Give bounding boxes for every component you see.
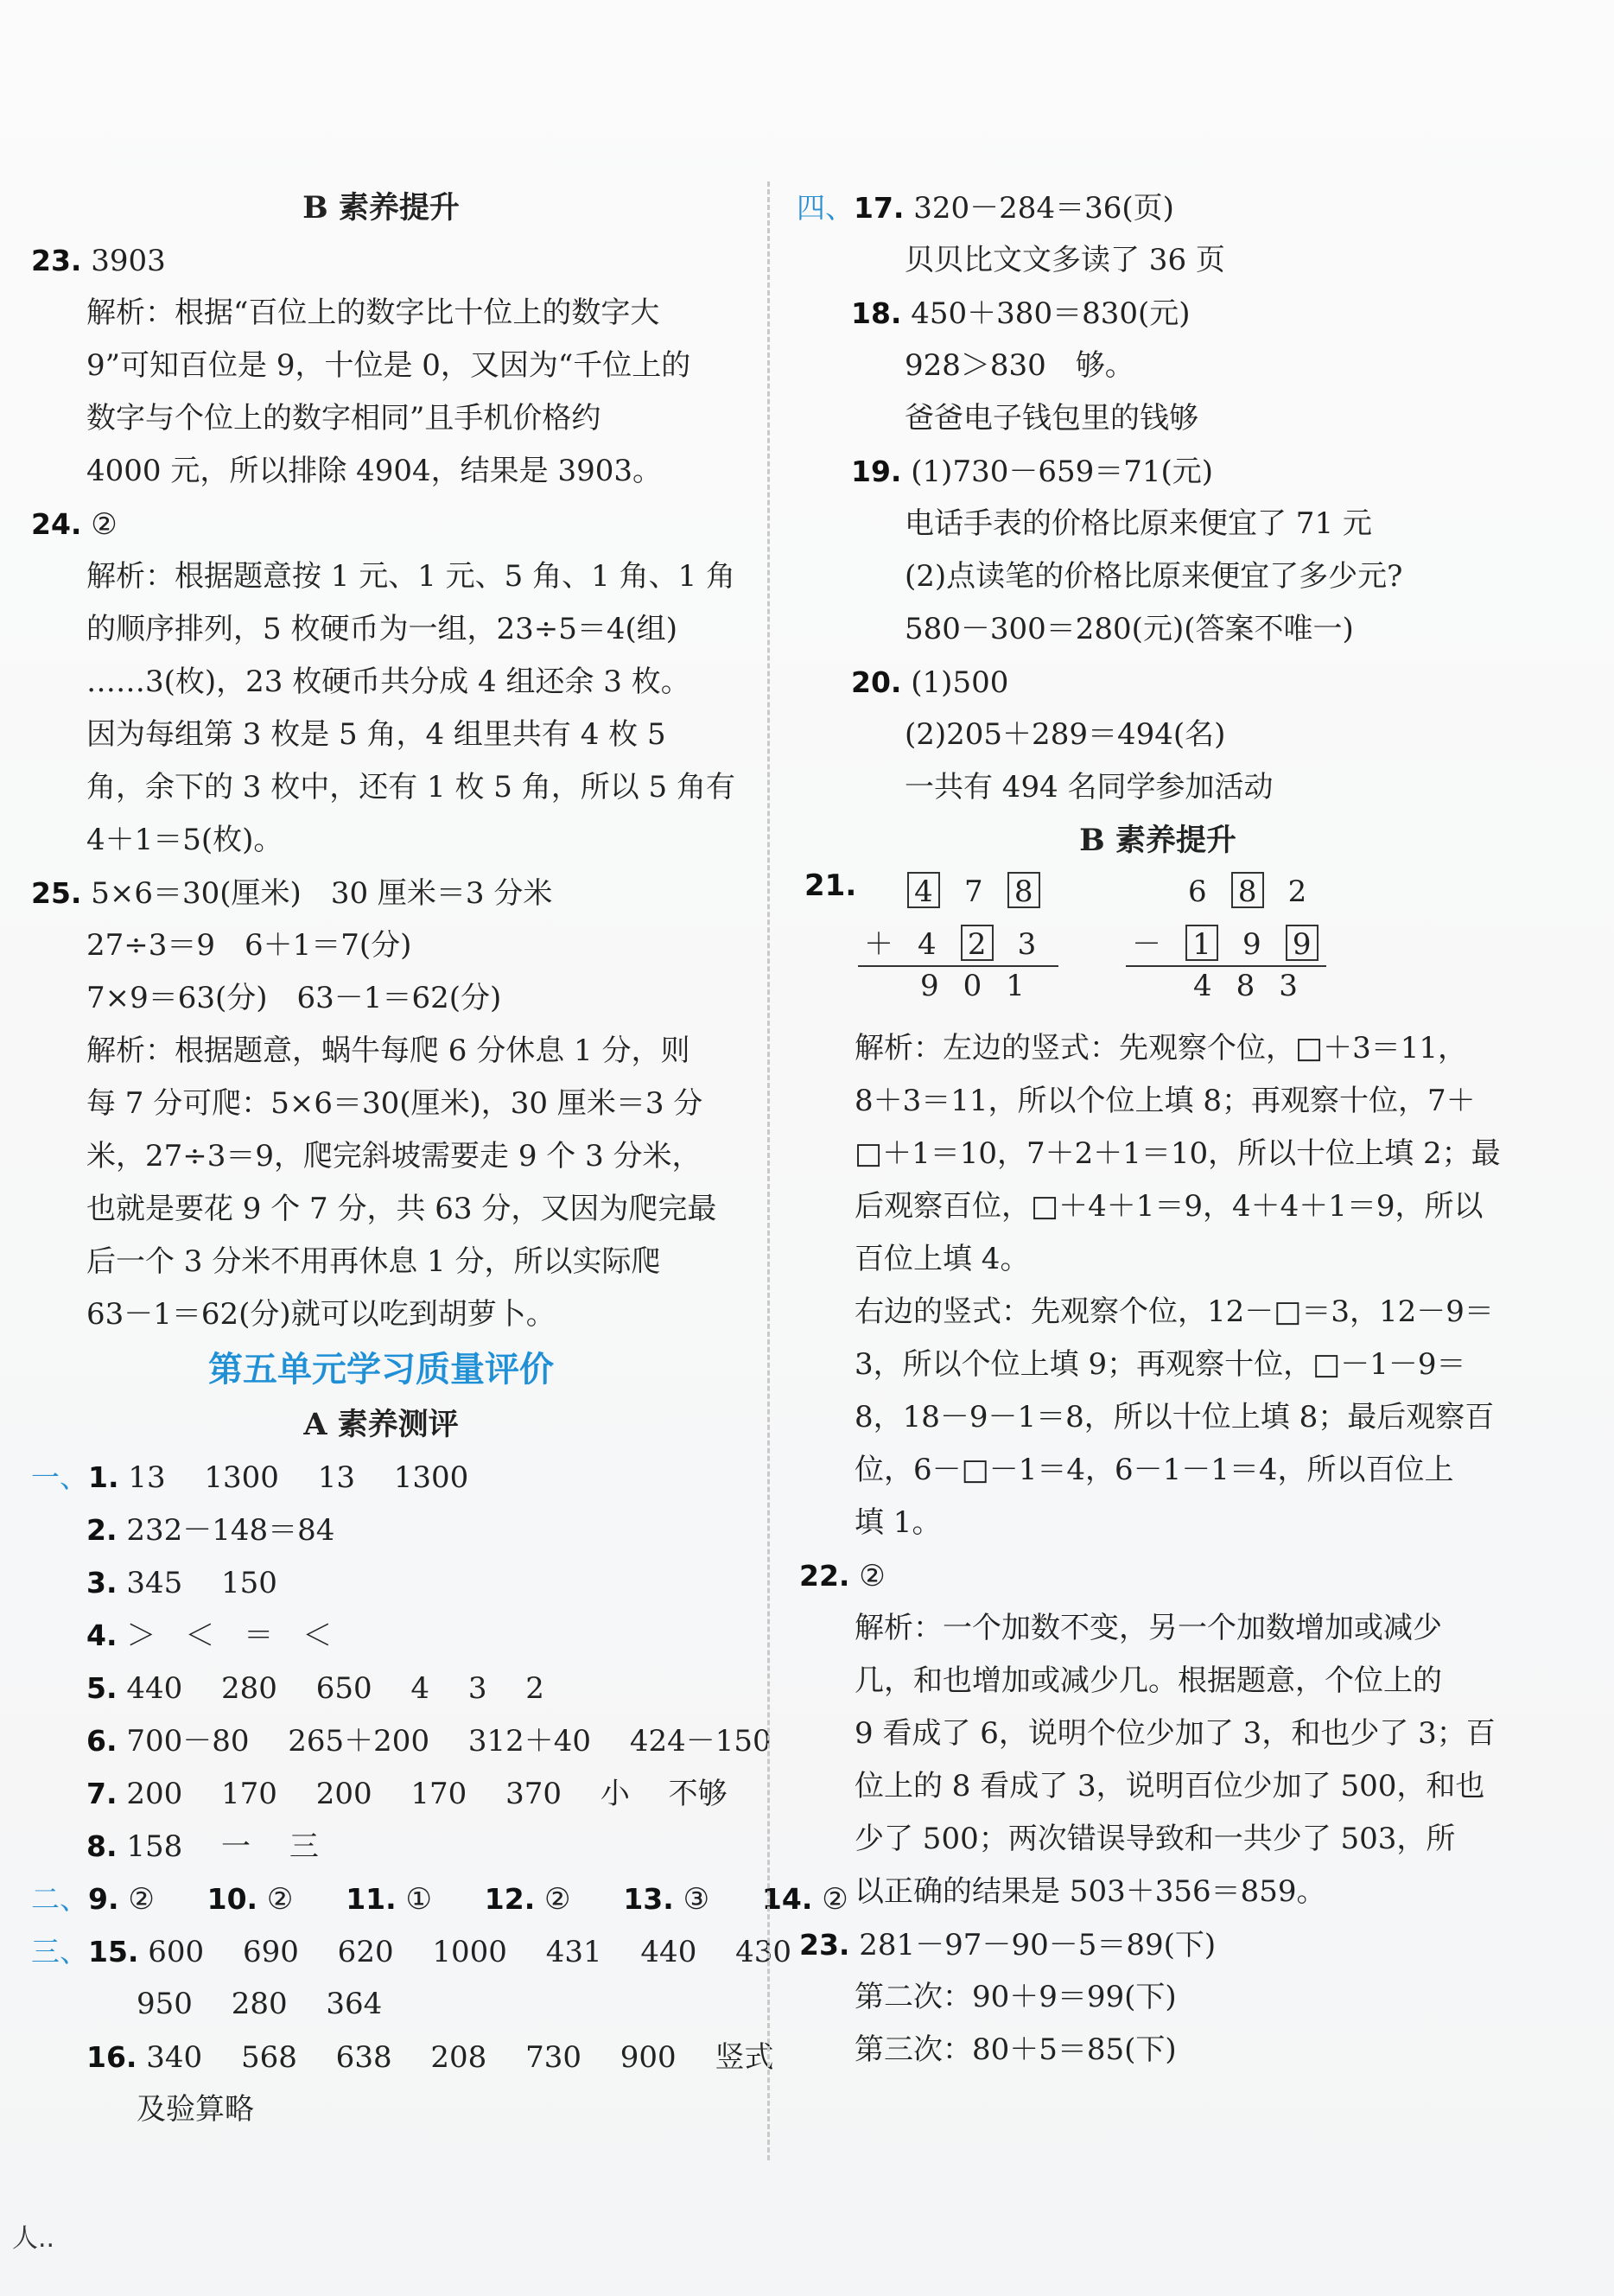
item-5-number: 5.: [86, 1671, 118, 1705]
section-heading-b: B 素养提升: [302, 190, 460, 226]
q21-right-top-d1: 6: [1188, 875, 1207, 909]
q16-number: 16.: [86, 2040, 137, 2074]
item-2-number: 2.: [86, 1513, 118, 1547]
q24-answer: [31, 498, 731, 550]
q23-number: 23.: [31, 244, 82, 277]
left-column: [31, 181, 848, 2136]
item-4-number: 4.: [86, 1619, 118, 1652]
q21-right-mid-d3: 9: [1286, 925, 1319, 961]
q23-answer: [31, 234, 731, 287]
q24-analysis-3: ……3(枚)，23 枚硬币共分成 4 组还余 3 枚。: [86, 665, 690, 699]
item-6: [31, 1714, 772, 1767]
q21-left-mid-d1: 4: [918, 927, 937, 962]
q21-analysis-10: 填 1。: [855, 1505, 942, 1540]
q17-text-1: 320－284＝36(页): [913, 191, 1174, 226]
q21-right-res-d1: 4: [1193, 969, 1212, 1003]
q24-analysis-2: 的顺序排列，5 枚硬币为一组，23÷5＝4(组): [86, 612, 677, 646]
q21-analysis-2: 8＋3＝11，所以个位上填 8；再观察十位，7＋: [855, 1084, 1476, 1118]
q24-analysis-5: 角，余下的 3 枚中，还有 1 枚 5 角，所以 5 角有: [86, 770, 735, 805]
q25-analysis-3: 米，27÷3＝9，爬完斜坡需要走 9 个 3 分米，: [86, 1139, 702, 1173]
item-3-text: 345 150: [126, 1566, 277, 1600]
q24-analysis-6: 4＋1＝5(枚)。: [86, 823, 283, 857]
item-7: [31, 1767, 731, 1820]
q23-analysis-4: 4000 元，所以排除 4904，结果是 3903。: [86, 454, 663, 488]
q21-number: 21.: [804, 868, 857, 903]
q21-analysis-9: 位，6－□－1＝4，6－1－1＝4，所以百位上: [855, 1453, 1454, 1487]
q21-left-res-d3: 1: [1006, 969, 1025, 1003]
q23r-line-2: 第二次：90＋9＝99(下): [855, 1980, 1177, 2014]
q21-left-top-d1: 4: [907, 872, 940, 908]
q22-analysis-6: 以正确的结果是 503＋356＝859。: [855, 1874, 1326, 1909]
item-8-number: 8.: [86, 1829, 118, 1863]
choice-13-answer: ③: [683, 1882, 710, 1917]
unit-title: 第五单元学习质量评价: [208, 1350, 554, 1390]
q21-right-result: [1193, 969, 1298, 1003]
item-1: [31, 1451, 731, 1504]
q25-calc-2: 27÷3＝9 6＋1＝7(分): [86, 928, 412, 963]
q25-calc-1: [31, 867, 731, 919]
q20-line-2: (2)205＋289＝494(名): [905, 717, 1226, 752]
q19-line-2: 电话手表的价格比原来便宜了 71 元: [905, 506, 1372, 541]
choice-12-answer: ②: [544, 1882, 571, 1917]
q21-analysis-6: 右边的竖式：先观察个位，12－□＝3，12－9＝: [855, 1294, 1494, 1329]
q21-left-result: [920, 969, 1025, 1003]
q21-left-mid-d3: 3: [1017, 927, 1037, 962]
q20-text-1: (1)500: [911, 665, 1009, 700]
q15-line-1: [31, 1925, 792, 1978]
choice-9-answer: ②: [128, 1882, 155, 1917]
choice-11-answer: ①: [405, 1882, 432, 1917]
q16-line-1: [31, 2031, 774, 2083]
q18-text-1: 450＋380＝830(元): [911, 296, 1191, 331]
q25-analysis-4: 也就是要花 9 个 7 分，共 63 分，又因为爬完最: [86, 1192, 717, 1226]
q23-analysis-1: 解析：根据“百位上的数字比十位上的数字大: [86, 296, 660, 330]
q22-analysis-3: 9 看成了 6，说明个位少加了 3，和也少了 3；百: [855, 1716, 1496, 1751]
section-one-label: 一、: [31, 1460, 88, 1494]
choice-14-number: 14.: [761, 1882, 813, 1916]
item-6-number: 6.: [86, 1724, 118, 1758]
q19-number: 19.: [851, 455, 902, 488]
q15-number: 15.: [88, 1935, 139, 1968]
q25-analysis-2: 每 7 分可爬：5×6＝30(厘米)，30 厘米＝3 分: [86, 1086, 703, 1121]
item-7-text: 200 170 200 170 370 小 不够: [126, 1777, 728, 1811]
q23r-text-1: 281－97－90－5＝89(下): [859, 1928, 1217, 1962]
q20-number: 20.: [851, 665, 902, 699]
choice-13-number: 13.: [623, 1882, 674, 1916]
item-5: [31, 1662, 731, 1714]
column-divider: [767, 181, 770, 2160]
right-section-heading-b: B 素养提升: [1079, 823, 1236, 858]
q22-analysis-1: 解析：一个加数不变，另一个加数增加或减少: [855, 1611, 1442, 1645]
choice-row: [31, 1873, 848, 1925]
q22-analysis-2: 几，和也增加或减少几。根据题意，个位上的: [855, 1663, 1442, 1698]
q20-line-3: 一共有 494 名同学参加活动: [905, 770, 1274, 805]
section-four-label: 四、: [797, 191, 854, 225]
item-2-text: 232－148＝84: [126, 1513, 335, 1548]
choice-10-number: 10.: [207, 1882, 258, 1916]
q23-value: 3903: [91, 244, 166, 278]
footer-mark: 人..: [12, 2223, 55, 2254]
item-1-text: 13 1300 13 1300: [128, 1460, 469, 1495]
q19-line-1: [799, 445, 1516, 498]
q19-text-1: (1)730－659＝71(元): [911, 455, 1214, 489]
q24-analysis-1: 解析：根据题意按 1 元、1 元、5 角、1 角、1 角: [86, 559, 736, 594]
q21-analysis-3: □＋1＝10，7＋2＋1＝10，所以十位上填 2；最: [855, 1136, 1501, 1171]
q21-analysis-8: 8，18－9－1＝8，所以十位上填 8；最后观察百: [855, 1400, 1495, 1434]
q21-left-top-d3: 8: [1007, 872, 1040, 908]
q25-analysis-6: 63－1＝62(分)就可以吃到胡萝卜。: [86, 1297, 556, 1332]
q21-right-mid-d1: 1: [1185, 925, 1218, 961]
q22-analysis-4: 位上的 8 看成了 3，说明百位少加了 500，和也: [855, 1769, 1485, 1803]
item-8: [31, 1820, 731, 1873]
q21-right-top-d2: 8: [1231, 872, 1264, 908]
q22-analysis-5: 少了 500；两次错误导致和一共少了 503，所: [855, 1822, 1456, 1856]
q15-text-1: 600 690 620 1000 431 440 430: [148, 1935, 792, 1969]
q20-line-1: [799, 656, 1516, 709]
q21-right-mid: [1132, 920, 1319, 963]
q19-line-3: (2)点读笔的价格比原来便宜了多少元?: [905, 559, 1403, 594]
q22-value: ②: [859, 1559, 886, 1593]
q21-right-res-d2: 8: [1236, 969, 1255, 1003]
q18-number: 18.: [851, 296, 902, 330]
q17-line-2: 贝贝比文文多读了 36 页: [905, 243, 1225, 277]
choice-11-number: 11.: [346, 1882, 397, 1916]
choice-14-answer: ②: [822, 1882, 848, 1917]
q21-left-top: [907, 872, 1040, 909]
q23-analysis-2: 9”可知百位是 9，十位是 0，又因为“千位上的: [86, 348, 691, 383]
q21-right-res-d3: 3: [1279, 969, 1298, 1003]
q25-calc-3: 7×9＝63(分) 63－1＝62(分): [86, 981, 502, 1015]
q25-analysis-1: 解析：根据题意，蜗牛每爬 6 分休息 1 分，则: [86, 1034, 690, 1068]
q21-left-mid: [864, 920, 1036, 963]
q24-analysis-4: 因为每组第 3 枚是 5 角，4 组里共有 4 枚 5: [86, 717, 666, 752]
right-column: [799, 181, 1516, 2077]
q25-analysis-5: 后一个 3 分米不用再休息 1 分，所以实际爬: [86, 1244, 661, 1279]
q24-value: ②: [91, 507, 118, 542]
q17-line-1: [797, 181, 1516, 234]
item-4-text: ＞ ＜ ＝ ＜: [126, 1619, 333, 1653]
q21-left-mid-d2: 2: [961, 925, 994, 961]
item-2: [31, 1504, 731, 1556]
item-7-number: 7.: [86, 1777, 118, 1810]
q21-left-top-d2: 7: [964, 875, 983, 909]
q25-number: 25.: [31, 876, 82, 910]
item-3: [31, 1556, 731, 1609]
q17-number: 17.: [854, 191, 905, 225]
q21-right-top: [1188, 872, 1306, 909]
q21-left-rule: [858, 965, 1058, 967]
q21-analysis-4: 后观察百位，□＋4＋1＝9，4＋4＋1＝9，所以: [855, 1189, 1484, 1224]
q24-number: 24.: [31, 507, 82, 541]
q21-right-operator: －: [1132, 927, 1161, 962]
q21-right-top-d3: 2: [1287, 875, 1307, 909]
q16-text-1: 340 568 638 208 730 900 竖式: [146, 2040, 774, 2075]
q22-answer: [799, 1549, 1516, 1602]
q21-right-rule: [1126, 965, 1326, 967]
q23r-line-1: [799, 1918, 1516, 1971]
q21-analysis-5: 百位上填 4。: [855, 1242, 1030, 1276]
item-3-number: 3.: [86, 1566, 118, 1600]
section-two-label: 二、: [31, 1882, 88, 1916]
choice-10-answer: ②: [266, 1882, 294, 1917]
item-5-text: 440 280 650 4 3 2: [126, 1671, 544, 1706]
q23-analysis-3: 数字与个位上的数字相同”且手机价格约: [86, 401, 601, 436]
q19-line-4: 580－300＝280(元)(答案不唯一): [905, 612, 1354, 646]
q15-line-2: 950 280 364: [137, 1987, 383, 2021]
item-1-number: 1.: [88, 1460, 119, 1494]
item-8-text: 158 一 三: [126, 1829, 319, 1864]
item-4: [31, 1609, 731, 1662]
q21-left-res-d1: 9: [920, 969, 939, 1003]
q21-right-mid-d2: 9: [1242, 927, 1261, 962]
q22-number: 22.: [799, 1559, 850, 1593]
q21-left-operator: ＋: [864, 927, 893, 962]
q21-analysis-1: 解析：左边的竖式：先观察个位，□＋3＝11，: [855, 1031, 1468, 1065]
q18-line-1: [799, 287, 1516, 340]
section-three-label: 三、: [31, 1935, 88, 1968]
q23r-number: 23.: [799, 1928, 850, 1962]
q25-calc-1-text: 5×6＝30(厘米) 30 厘米＝3 分米: [91, 876, 553, 911]
section-heading-a: A 素养测评: [303, 1407, 459, 1442]
q18-line-2: 928＞830 够。: [905, 348, 1134, 383]
q18-line-3: 爸爸电子钱包里的钱够: [905, 401, 1198, 436]
q16-line-2: 及验算略: [137, 2092, 254, 2127]
q21-analysis-7: 3，所以个位上填 9；再观察十位，□－1－9＝: [855, 1347, 1466, 1382]
q23r-line-3: 第三次：80＋5＝85(下): [855, 2032, 1177, 2067]
item-6-text: 700－80 265＋200 312＋40 424－150: [126, 1724, 772, 1759]
choice-12-number: 12.: [484, 1882, 536, 1916]
choice-9-number: 9.: [88, 1882, 119, 1916]
q21-vertical-arithmetic: [799, 867, 1516, 1022]
q21-left-res-d2: 0: [963, 969, 982, 1003]
